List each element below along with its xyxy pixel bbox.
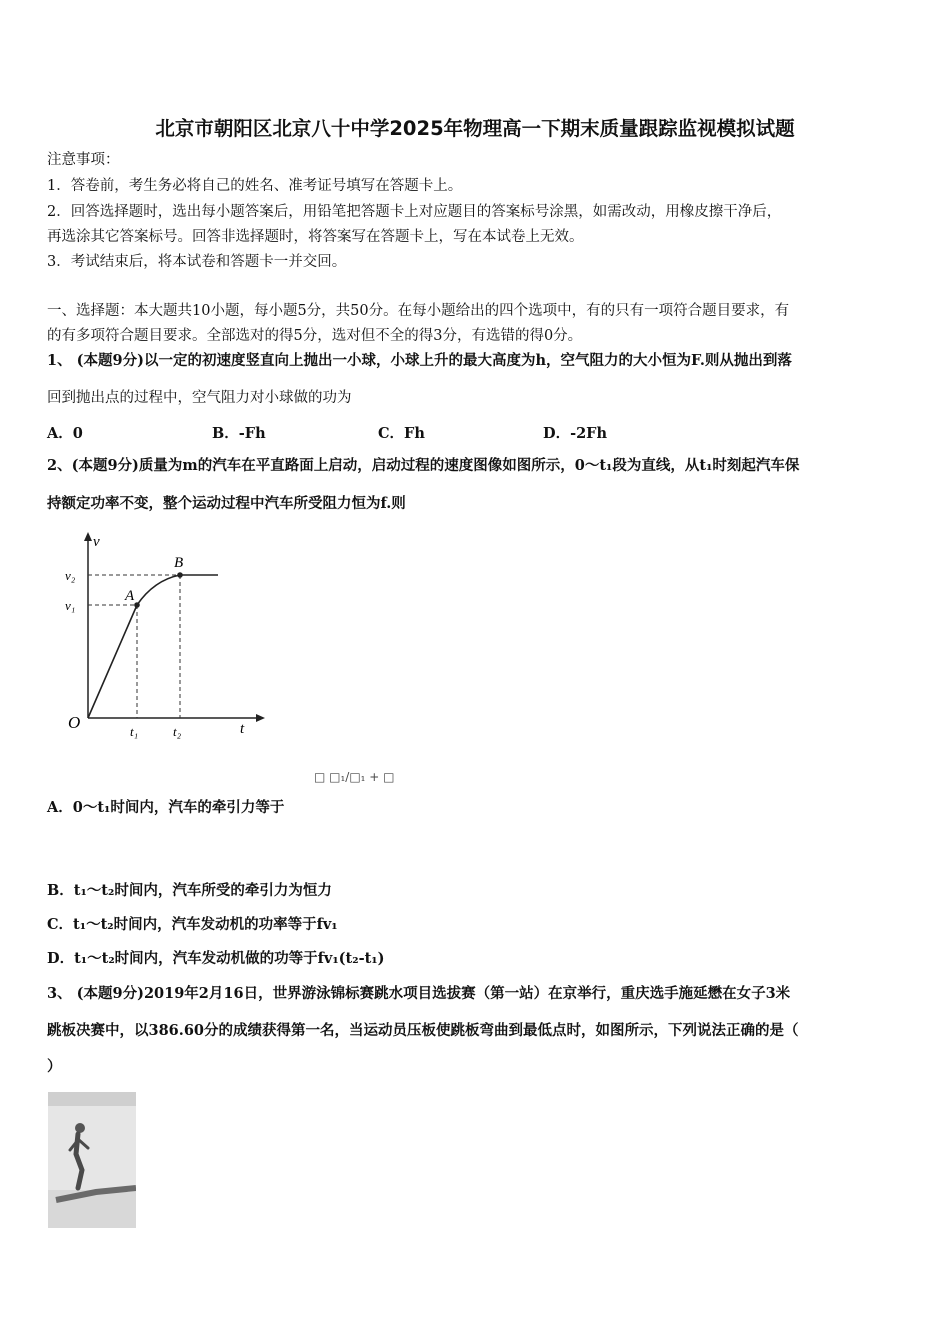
question-2-text: 持额定功率不变，整个运动过程中汽车所受阻力恒为f.则 <box>47 495 406 512</box>
question-3-text: 3、 (本题9分)2019年2月16日，世界游泳锦标赛跳水项目选拔赛（第一站）在京举行，重庆选手施延懋在女子3米 <box>47 985 791 1002</box>
v1-label: v₁ <box>65 598 76 613</box>
question-1-text: 回到抛出点的过程中，空气阻力对小球做的功为 <box>47 390 352 406</box>
section-instructions: 一、选择题：本大题共10小题，每小题5分，共50分。在每小题给出的四个选项中，有的只有一项符合题目要求，有 <box>47 303 790 319</box>
diver-photo <box>48 1092 136 1228</box>
note-item: 1．答卷前，考生务必将自己的姓名、准考证号填写在答题卡上。 <box>47 178 463 194</box>
question-1-text: 1、 (本题9分)以一定的初速度竖直向上抛出一小球，小球上升的最大高度为h，空气阻力的大小恒为F.则从抛出到落 <box>47 352 792 369</box>
question-2-text: 2、(本题9分)质量为m的汽车在平直路面上启动，启动过程的速度图像如图所示，0～t₁段为直线，从t₁时刻起汽车保 <box>47 457 800 474</box>
origin-label: O <box>68 713 81 732</box>
point-b-label: B <box>174 555 184 571</box>
note-item: 再选涂其它答案标号。回答非选择题时，将答案写在答题卡上，写在本试卷上无效。 <box>47 229 584 245</box>
velocity-curve <box>88 575 218 718</box>
notes-heading: 注意事项： <box>47 152 120 168</box>
q2-option-d: D．t₁～t₂时间内，汽车发动机做的功等于fv₁(t₂-t₁) <box>47 950 385 967</box>
q2-option-b: B．t₁～t₂时间内，汽车所受的牵引力为恒力 <box>47 882 332 899</box>
v2-label: v₂ <box>65 568 76 583</box>
x-axis-label: t <box>240 721 245 737</box>
q1-option-d: D．-2Fh <box>543 425 608 442</box>
section-instructions: 的有多项符合题目要求。全部选对的得5分，选对但不全的得3分，有选错的得0分。 <box>47 328 583 344</box>
note-item: 2．回答选择题时，选出每小题答案后，用铅笔把答题卡上对应题目的答案标号涂黑，如需改动，用橡皮擦干净后， <box>47 204 782 220</box>
x-axis-arrow <box>256 714 265 722</box>
q2-option-a: A．0～t₁时间内，汽车的牵引力等于 <box>47 799 285 816</box>
q1-option-b: B．-Fh <box>212 425 266 442</box>
q2-option-c: C．t₁～t₂时间内，汽车发动机的功率等于fv₁ <box>47 916 338 933</box>
page-title: 北京市朝阳区北京八十中学2025年物理高一下期末质量跟踪监视模拟试题 <box>155 117 795 140</box>
point-a <box>134 602 140 608</box>
formula-placeholder: □ □₁/□₁ + □ <box>314 770 395 784</box>
question-3-text: ） <box>47 1058 62 1075</box>
question-3-text: 跳板决赛中，以386.60分的成绩获得第一名，当运动员压板使跳板弯曲到最低点时，如图所示，下列说法正确的是（ <box>47 1022 799 1039</box>
y-axis-label: v <box>93 534 100 550</box>
point-a-label: A <box>125 588 135 604</box>
t1-label: t₁ <box>130 724 139 739</box>
velocity-time-graph <box>60 530 275 745</box>
t2-label: t₂ <box>173 724 182 739</box>
point-b <box>177 572 183 578</box>
y-axis-arrow <box>84 532 92 541</box>
note-item: 3．考试结束后，将本试卷和答题卡一并交回。 <box>47 254 347 270</box>
q1-option-a: A．0 <box>47 425 83 442</box>
q1-option-c: C．Fh <box>378 425 425 442</box>
